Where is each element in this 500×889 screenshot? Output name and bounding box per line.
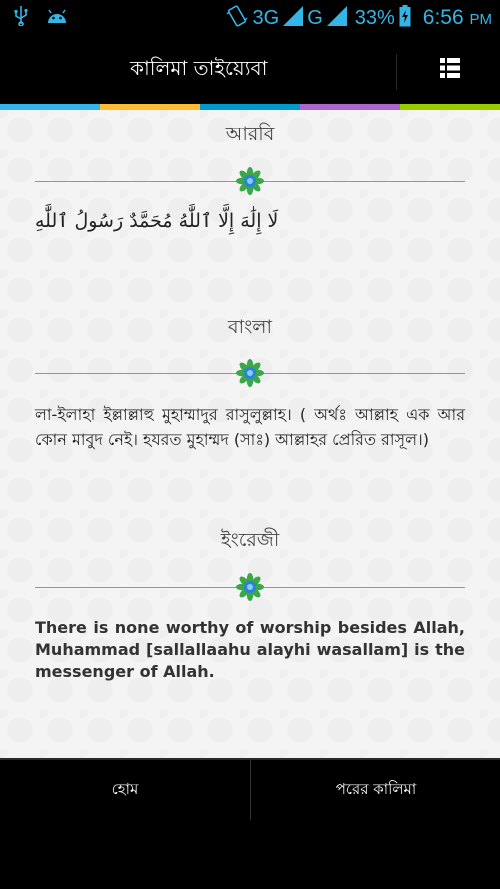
vibrate-icon bbox=[225, 4, 249, 32]
status-right bbox=[225, 4, 493, 32]
network-g-label: G bbox=[307, 6, 323, 29]
signal-icon bbox=[283, 6, 303, 30]
clock bbox=[423, 6, 492, 30]
home-button[interactable] bbox=[0, 760, 250, 820]
arabic-divider bbox=[35, 167, 465, 197]
app-bar bbox=[0, 36, 500, 104]
app-bar-divider bbox=[396, 54, 397, 90]
english-heading: ইংরেজী bbox=[220, 529, 280, 551]
english-text: There is none worthy of worship besides Allah, Muhammad [sallallaahu alayhi wasallam] is the messenger of Allah. bbox=[35, 618, 465, 681]
english-divider bbox=[35, 573, 465, 603]
list-menu-icon bbox=[440, 58, 460, 82]
android-icon bbox=[46, 8, 68, 28]
bangla-heading: বাংলা bbox=[228, 316, 272, 338]
status-bar bbox=[0, 0, 500, 36]
network-3g-label: 3G bbox=[252, 6, 280, 29]
bangla-divider bbox=[35, 359, 465, 389]
status-left bbox=[14, 6, 68, 30]
next-kalima-label: পরের কালিমা bbox=[335, 779, 417, 798]
flower-ornament-icon bbox=[236, 573, 264, 601]
clock-ampm: PM bbox=[469, 11, 492, 28]
arabic-text: لَا إِلَٰهَ إِلَّا ٱللَّٰهُ مُحَمَّدٌ رَسُولُ ٱللَّٰهِ bbox=[35, 210, 279, 232]
flower-ornament-icon bbox=[236, 167, 264, 195]
signal-icon-2 bbox=[327, 6, 347, 30]
home-button-label: হোম bbox=[111, 779, 139, 798]
bottom-bar bbox=[0, 758, 500, 889]
app-title: কালিমা তাইয়্যেবা bbox=[130, 55, 268, 80]
clock-time: 6:56 bbox=[422, 6, 464, 29]
battery-percent: 33% bbox=[354, 6, 395, 29]
flower-ornament-icon bbox=[236, 359, 264, 387]
content-area bbox=[0, 110, 500, 758]
bangla-text: লা-ইলাহা ইল্লাল্লাহু মুহাম্মাদুর রাসুলুল্লাহ। ( অর্থঃ আল্লাহ এক আর কোন মাবুদ নেই। হযরত মুহাম্মদ (সাঃ) আল্লাহর প্রেরিত রাসূল।) bbox=[35, 405, 465, 449]
next-kalima-button[interactable] bbox=[251, 760, 500, 820]
battery-icon bbox=[399, 5, 411, 31]
usb-icon bbox=[14, 6, 28, 30]
arabic-heading: আরবি bbox=[225, 123, 275, 145]
menu-button[interactable] bbox=[400, 36, 500, 104]
